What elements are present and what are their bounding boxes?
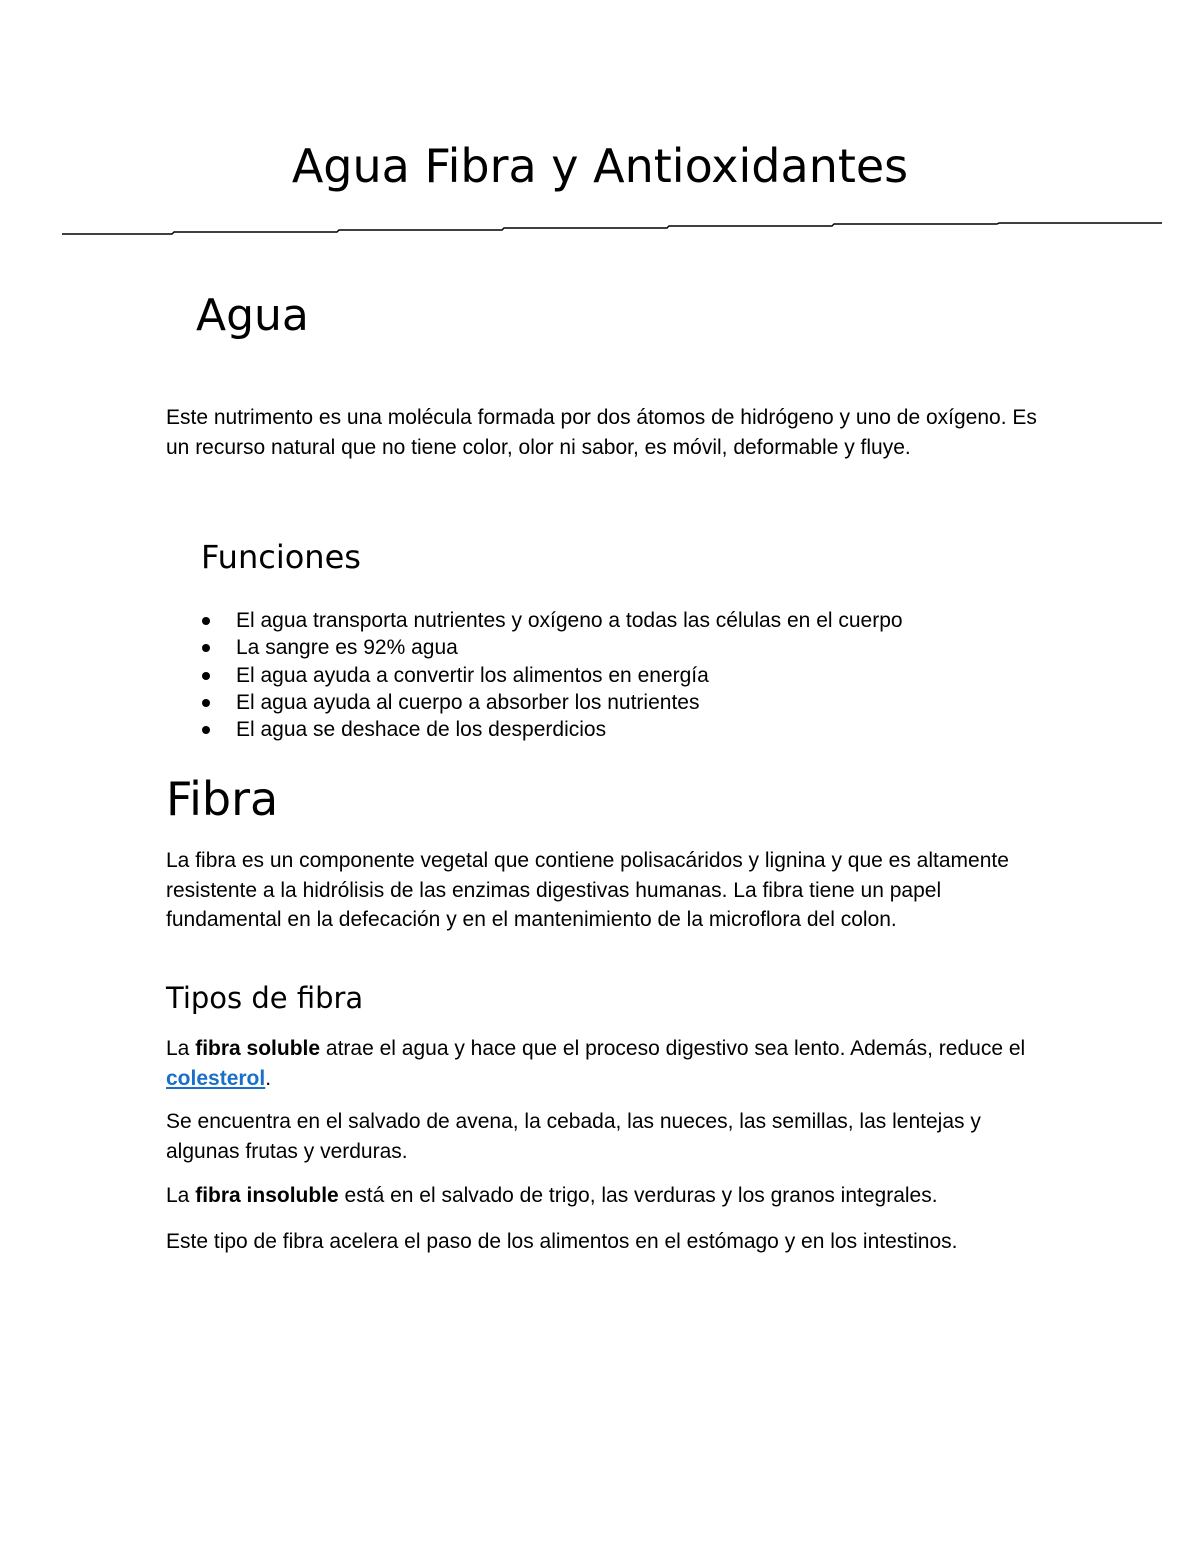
bullet-icon [202, 726, 210, 734]
heading-funciones: Funciones [201, 538, 361, 576]
bullet-icon [202, 672, 210, 680]
document-title: Agua Fibra y Antioxidantes [291, 139, 909, 193]
colesterol-link[interactable]: colesterol [166, 1066, 266, 1090]
paragraph-fibra-soluble [166, 1034, 1046, 1093]
title-divider [62, 222, 1162, 238]
bullet-icon [202, 699, 210, 707]
paragraph-se-encuentra: Se encuentra en el salvado de avena, la cebada, las nueces, las semillas, las lentejas y algunas frutas y verduras. [166, 1110, 981, 1163]
paragraph-fibra: La fibra es un componente vegetal que contiene polisacáridos y lignina y que es altamente resistente a la hidrólisis de las enzimas digestivas humanas. La fibra tiene un papel fundamental en la defecación y en el mantenimiento de la microflora del colon. [166, 849, 1009, 931]
text-suffix: está en el salvado de trigo, las verduras y los granos integrales. [338, 1184, 938, 1207]
list-item [166, 716, 1046, 743]
list-item-text: La sangre es 92% agua [236, 636, 458, 660]
text-prefix: La [166, 1037, 196, 1060]
bullet-icon [202, 644, 210, 652]
paragraph-agua: Este nutrimento es una molécula formada por dos átomos de hidrógeno y uno de oxígeno. Es un recurso natural que no tiene color, olor ni sabor, es móvil, deformable y fluye. [166, 406, 1037, 459]
term-fibra-insoluble: fibra insoluble [195, 1184, 339, 1207]
list-item [166, 689, 1046, 716]
list-item [166, 607, 1046, 634]
funciones-list [166, 607, 1046, 743]
list-item-text: El agua se deshace de los desperdicios [236, 718, 607, 742]
list-item-text: El agua ayuda a convertir los alimentos en energía [236, 663, 709, 687]
list-item [166, 662, 1046, 689]
text-suffix: . [265, 1066, 272, 1090]
paragraph-fibra-insoluble [166, 1181, 1046, 1211]
text-prefix: La [166, 1184, 196, 1207]
term-fibra-soluble: fibra soluble [195, 1037, 321, 1060]
bullet-icon [202, 617, 210, 625]
list-item-text: El agua ayuda al cuerpo a absorber los nutrientes [236, 690, 700, 714]
text-middle: atrae el agua y hace que el proceso digestivo sea lento. Además, reduce el [320, 1037, 1026, 1060]
list-item-text: El agua transporta nutrientes y oxígeno a todas las células en el cuerpo [236, 609, 903, 632]
heading-fibra: Fibra [166, 772, 279, 826]
heading-tipos-de-fibra: Tipos de fibra [166, 981, 364, 1015]
list-item [166, 634, 1046, 661]
paragraph-tipo-acelera: Este tipo de fibra acelera el paso de los alimentos en el estómago y en los intestinos. [166, 1230, 958, 1253]
heading-agua: Agua [196, 290, 309, 341]
